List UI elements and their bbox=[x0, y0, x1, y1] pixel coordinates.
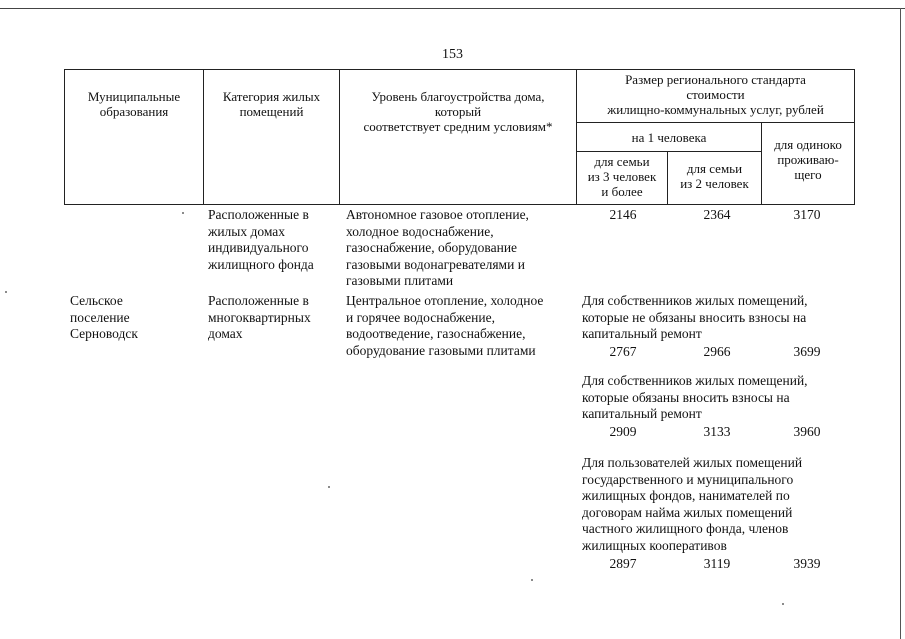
header-amenities: Уровень благоустройства дома, который соответствует средним условиям* bbox=[340, 70, 577, 205]
header-per-person: на 1 человека bbox=[577, 123, 762, 152]
scan-speck bbox=[328, 486, 330, 488]
header-family-2: для семьи из 2 человек bbox=[668, 152, 762, 205]
row1-category: Расположенные в жилых домах индивидуального жилищного фонда bbox=[208, 207, 314, 272]
group3-label: Для пользователей жилых помещений государственного и муниципального жилищных фондов, нанимателей по договорам найма жилых помещений частного жилищного фонда, членов жилищных кооперативов bbox=[582, 455, 803, 553]
table-header bbox=[64, 69, 855, 205]
header-standard-size: Размер регионального стандарта стоимости жилищно-коммунальных услуг, рублей bbox=[577, 70, 855, 123]
header-category: Категория жилых помещений bbox=[204, 70, 340, 205]
header-municipality: Муниципальные образования bbox=[65, 70, 204, 205]
group1-label: Для собственников жилых помещений, которые не обязаны вносить взносы на капитальный ремонт bbox=[582, 293, 808, 341]
group2-value-family3: 2909 bbox=[609, 424, 637, 439]
group1-value-single: 3699 bbox=[793, 344, 821, 359]
row1-value-single: 3170 bbox=[793, 207, 821, 222]
group3-value-family2: 3119 bbox=[703, 556, 731, 571]
group1-value-family2: 2966 bbox=[703, 344, 731, 359]
scan-speck bbox=[182, 212, 184, 214]
group1-value-family3: 2767 bbox=[609, 344, 637, 359]
row2-municipality: Сельское поселение Серноводск bbox=[70, 293, 138, 341]
row1-amenities: Автономное газовое отопление, холодное водоснабжение, газоснабжение, оборудование газовыми водонагревателями и газовыми плитами bbox=[346, 207, 529, 288]
group3-value-single: 3939 bbox=[793, 556, 821, 571]
row2-amenities: Центральное отопление, холодное и горячее водоснабжение, водоотведение, газоснабжение, оборудование газовыми плитами bbox=[346, 293, 544, 358]
group2-value-family2: 3133 bbox=[703, 424, 731, 439]
row1-value-family3: 2146 bbox=[609, 207, 637, 222]
group2-label: Для собственников жилых помещений, которые обязаны вносить взносы на капитальный ремонт bbox=[582, 373, 808, 421]
scan-speck bbox=[531, 579, 533, 581]
group3-value-family3: 2897 bbox=[609, 556, 637, 571]
page-number: 153 bbox=[442, 47, 463, 62]
scan-border-top bbox=[0, 8, 905, 9]
header-single-resident: для одиноко проживаю- щего bbox=[762, 123, 855, 205]
row1-value-family2: 2364 bbox=[703, 207, 731, 222]
scan-speck bbox=[5, 291, 7, 293]
header-family-3: для семьи из 3 человек и более bbox=[577, 152, 668, 205]
scan-border-right bbox=[900, 8, 901, 639]
group2-value-single: 3960 bbox=[793, 424, 821, 439]
scan-speck bbox=[782, 603, 784, 605]
row2-category: Расположенные в многоквартирных домах bbox=[208, 293, 311, 341]
